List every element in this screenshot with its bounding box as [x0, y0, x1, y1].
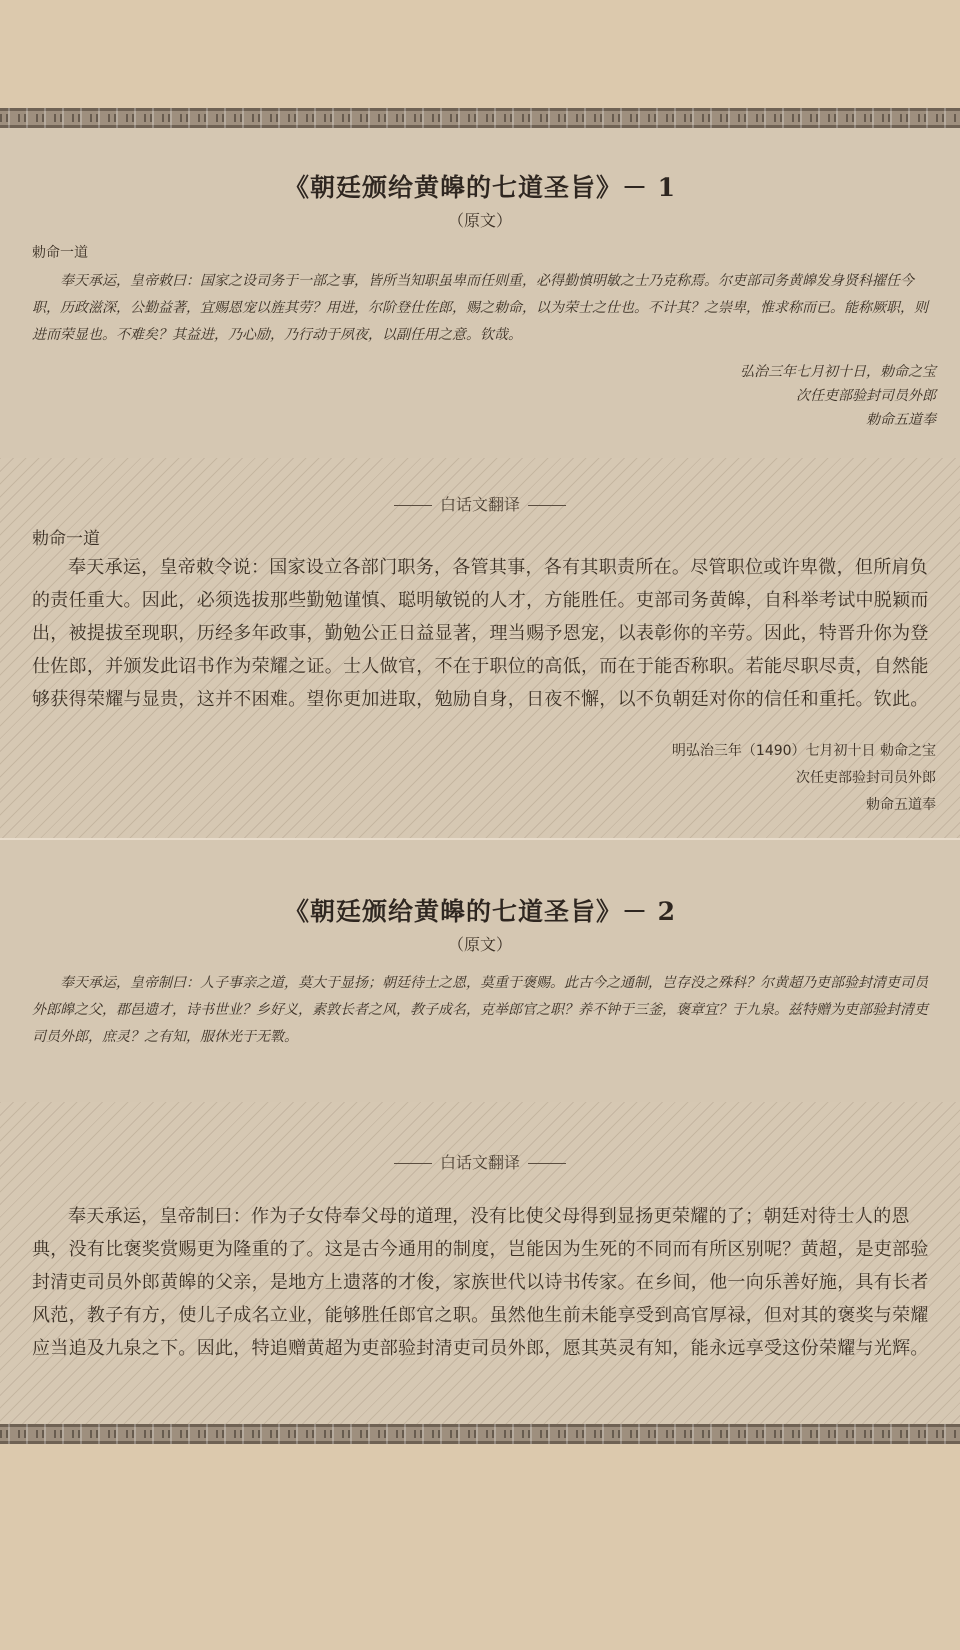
section2-translation-text: 奉天承运，皇帝制曰：作为子女侍奉父母的道理，没有比使父母得到显扬更荣耀的了；朝廷对待士人的恩典，没有比褒奖赏赐更为隆重的了。这是古今通用的制度，岂能因为生死的不同而有所区别呢？黄超，是吏部验封清吏司员外郎黄皞的父亲，是地方上遗落的才俊，家族世代以诗书传家。在乡间，他一向乐善好施，具有长者风范，教子有方，使儿子成名立业，能够胜任郎官之职。虽然他生前未能享受到高官厚禄，但对其的褒奖与荣耀应当追及九泉之下。因此，特追赠黄超为吏部验封清吏司员外郎，愿其英灵有知，能永远享受这份荣耀与光辉。: [32, 1206, 929, 1359]
section1-heading: 勅命一道: [32, 245, 88, 261]
section2-classical-text: 奉天承运，皇帝制曰：人子事亲之道，莫大于显扬；朝廷待士之恩，莫重于褒赐。此古今之通制，岂存没之殊科？尔黄超乃吏部验封清吏司员外郎皞之父，郡邑遗才，诗书世业？乡好义，素敦长者之风，教子成名，克举郎官之职？养不钟于三釜，褒章宜？于九泉。兹特赠为吏部验封清吏司员外郎，庶灵？之有知，服休光于无斁。: [32, 975, 928, 1045]
section1-translation-text: 奉天承运，皇帝敕令说：国家设立各部门职务，各管其事，各有其职责所在。尽管职位或许卑微，但所肩负的责任重大。因此，必须选拔那些勤勉谨慎、聪明敏锐的人才，方能胜任。吏部司务黄皞，自科举考试中脱颖而出，被提拔至现职，历经多年政事，勤勉公正日益显著，理当赐予恩宠，以表彰你的辛劳。因此，特晋升你为登仕佐郎，并颁发此诏书作为荣耀之证。士人做官，不在于职位的高低，而在于能否称职。若能尽职尽责，自然能够获得荣耀与显贵，这并不困难。望你更加进取，勉励自身，日夜不懈，以不负朝廷对你的信任和重托。钦此。: [32, 557, 929, 710]
translation-label: 白话文翻译: [439, 495, 520, 514]
section1-translation-divider: [0, 492, 960, 515]
section1-signature: [740, 360, 936, 432]
signature-line: 勅命五道奉: [866, 797, 936, 813]
section1-translation-heading: 勅命一道: [32, 529, 100, 549]
section1-translation-signature: [672, 738, 936, 819]
signature-line: 明弘治三年（1490）七月初十日 勅命之宝: [671, 743, 936, 759]
signature-line: 次任吏部验封司员外郎: [796, 388, 936, 404]
signature-line: 勅命五道奉: [866, 412, 936, 428]
divider-line: [528, 1163, 566, 1164]
top-border-band: [0, 108, 960, 128]
divider-line: [394, 1163, 432, 1164]
translation-label: 白话文翻译: [439, 1153, 520, 1172]
section2-title: 《朝廷颁给黄皞的七道圣旨》－ 2: [283, 897, 677, 926]
section2-translation-divider: [0, 1150, 960, 1173]
signature-line: 弘治三年七月初十日，勅命之宝: [740, 364, 936, 380]
divider-line: [394, 505, 432, 506]
section2-subtitle: （原文）: [447, 935, 512, 954]
signature-line: 次任吏部验封司员外郎: [796, 770, 936, 786]
section1-subtitle: （原文）: [447, 211, 512, 230]
section1-classical-text: 奉天承运，皇帝敕曰：国家之设司务于一部之事，皆所当知职虽卑而任则重，必得勤慎明敏之士乃克称焉。尔吏部司务黄皞发身贤科擢任今职，历政滋深，公勤益著，宜赐恩宠以旌其劳？用进，尔阶登仕佐郎，赐之勅命，以为荣士之仕也。不计其？之崇卑，惟求称而已。能称厥职，则进而荣显也。不难矣？其益进，乃心励，乃行动于夙夜，以副任用之意。钦哉。: [32, 273, 928, 343]
divider-line: [528, 505, 566, 506]
section1-title: 《朝廷颁给黄皞的七道圣旨》－ 1: [283, 173, 677, 202]
bottom-border-band: [0, 1424, 960, 1444]
